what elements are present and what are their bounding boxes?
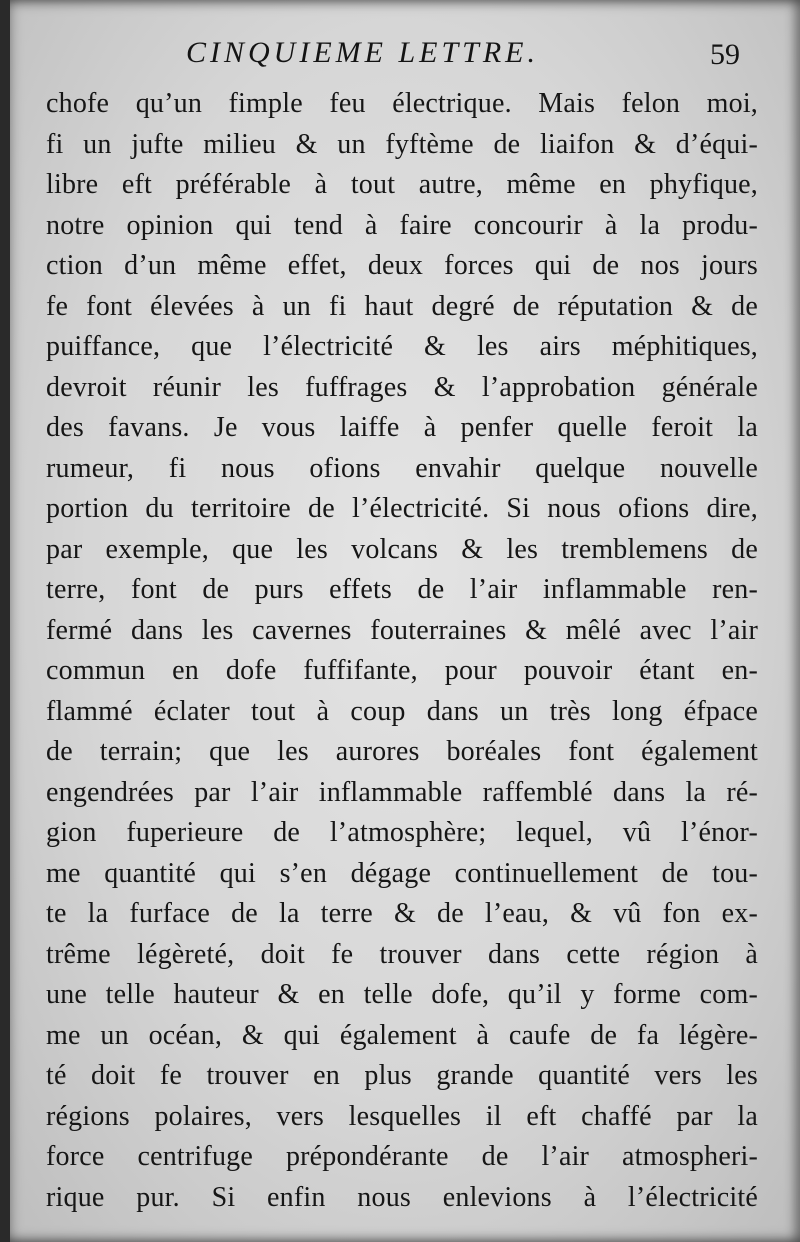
- text-line: portion du territoire de l’électricité. Si nous ofions dire,: [46, 493, 758, 524]
- page-header: [0, 30, 800, 80]
- text-line: me quantité qui s’en dégage continuellement de tou-: [46, 857, 758, 889]
- text-line: régions polaires, vers lesquelles il eft chaffé par la: [46, 1100, 758, 1132]
- text-line: par exemple, que les volcans & les tremblemens de: [46, 533, 758, 565]
- text-line: té doit fe trouver en plus grande quantité vers les: [46, 1060, 758, 1091]
- text-line: fermé dans les cavernes fouterraines & mêlé avec l’air: [46, 614, 758, 646]
- text-line: libre eft préférable à tout autre, même en phyfique,: [46, 169, 758, 200]
- text-line: notre opinion qui tend à faire concourir à la produ-: [46, 209, 758, 241]
- text-line: terre, font de purs effets de l’air inflammable ren-: [46, 574, 758, 605]
- text-line: de terrain; que les aurores boréales font également: [46, 736, 758, 767]
- text-line: devroit réunir les fuffrages & l’approbation générale: [46, 371, 758, 403]
- text-line: gion fuperieure de l’atmosphère; lequel, vû l’énor-: [46, 817, 758, 848]
- text-line: chofe qu’un fimple feu électrique. Mais felon moi,: [46, 88, 758, 119]
- text-line: me un océan, & qui également à caufe de fa légère-: [46, 1019, 758, 1051]
- text-line: rique pur. Si enfin nous enlevions à l’électricité: [46, 1181, 758, 1213]
- text-line: fi un jufte milieu & un fyftème de liaifon & d’équi-: [46, 128, 758, 160]
- text-line: engendrées par l’air inflammable raffemblé dans la ré-: [46, 776, 758, 808]
- text-line: des favans. Je vous laiffe à penfer quelle feroit la: [46, 412, 758, 443]
- running-title: CINQUIEME LETTRE.: [186, 36, 539, 69]
- body-text: [46, 84, 758, 1218]
- text-line: flammé éclater tout à coup dans un très long éfpace: [46, 695, 758, 727]
- text-line: trême légèreté, doit fe trouver dans cette région à: [46, 938, 758, 970]
- text-line: rumeur, fi nous ofions envahir quelque nouvelle: [46, 452, 758, 484]
- page-binding-shadow: [0, 0, 10, 1242]
- text-line: fe font élevées à un fi haut degré de réputation & de: [46, 290, 758, 322]
- text-line: force centrifuge prépondérante de l’air atmospheri-: [46, 1141, 758, 1172]
- text-line: te la furface de la terre & de l’eau, & vû fon ex-: [46, 898, 758, 929]
- text-line: commun en dofe fuffifante, pour pouvoir étant en-: [46, 655, 758, 686]
- text-line: puiffance, que l’électricité & les airs méphitiques,: [46, 331, 758, 362]
- text-line: une telle hauteur & en telle dofe, qu’il y forme com-: [46, 979, 758, 1010]
- text-line: ction d’un même effet, deux forces qui de nos jours: [46, 250, 758, 281]
- page-number: 59: [710, 38, 740, 71]
